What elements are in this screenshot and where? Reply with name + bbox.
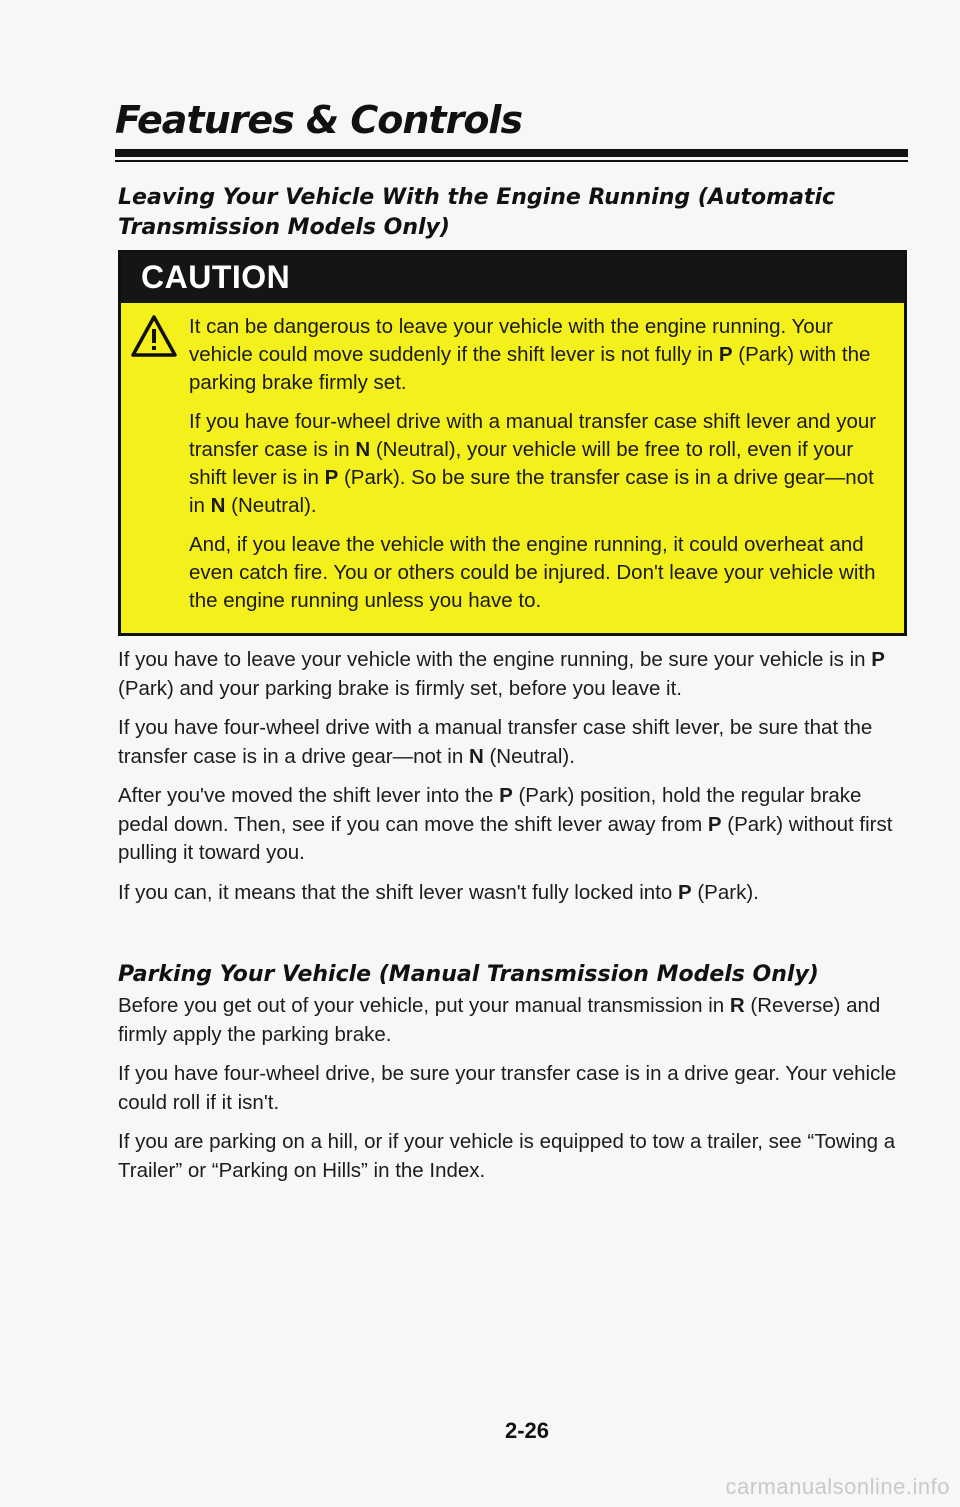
page-number: 2-26 xyxy=(504,1418,550,1443)
caution-label: CAUTION xyxy=(141,259,291,295)
section-heading-engine-running xyxy=(118,183,835,243)
body-paragraph-2: If you have four-wheel drive with a manual transfer case shift lever, be sure that the transfer case is in a drive gear—not in N (Neutral). xyxy=(118,716,873,768)
section-heading-line1: Leaving Your Vehicle With the Engine Running (Automatic xyxy=(118,185,836,210)
body-paragraph-7: If you are parking on a hill, or if your vehicle is equipped to tow a trailer, see “Towing a Trailer” or “Parking on Hills” in the Index. xyxy=(118,1130,896,1182)
body-paragraph-6: If you have four-wheel drive, be sure your transfer case is in a drive gear. Your vehicle could roll if it isn't. xyxy=(118,1062,897,1114)
page-header-title: Features & Controls xyxy=(115,98,523,142)
caution-paragraph-3: And, if you leave the vehicle with the engine running, it could overheat and even catch fire. You or others could be injured. Don't leave your vehicle with the engine running unless you have to. xyxy=(189,533,876,612)
caution-header-bar xyxy=(121,253,904,303)
section-heading-line2: Transmission Models Only) xyxy=(118,215,450,240)
site-watermark: carmanualsonline.info xyxy=(725,1474,950,1499)
header-rule-thick xyxy=(115,149,908,157)
body-paragraph-1: If you have to leave your vehicle with the engine running, be sure your vehicle is in P (Park) and your parking brake is firmly set, before you leave it. xyxy=(118,648,885,700)
caution-paragraph-1: It can be dangerous to leave your vehicle with the engine running. Your vehicle could move suddenly if the shift lever is not fully in P (Park) with the parking brake firmly set. xyxy=(189,315,871,394)
body-paragraph-3: After you've moved the shift lever into the P (Park) position, hold the regular brake pedal down. Then, see if you can move the shift lever away from P (Park) without first pulling it toward you. xyxy=(118,784,893,864)
header-rule-thin xyxy=(115,160,908,162)
caution-paragraph-2: If you have four-wheel drive with a manual transfer case shift lever and your transfer case is in N (Neutral), your vehicle will be free to roll, even if your shift lever is in P (Park). So be sure the transfer case is in a drive gear—not in N (Neutral). xyxy=(189,410,877,517)
caution-box xyxy=(118,250,907,636)
body-text-section1 xyxy=(118,646,898,918)
body-text-section2 xyxy=(118,992,898,1196)
body-paragraph-5: Before you get out of your vehicle, put your manual transmission in R (Reverse) and firmly apply the parking brake. xyxy=(118,994,881,1046)
body-paragraph-4: If you can, it means that the shift lever wasn't fully locked into P (Park). xyxy=(118,880,759,904)
caution-text xyxy=(189,313,889,626)
warning-triangle-icon xyxy=(131,315,177,357)
section-heading-manual-parking: Parking Your Vehicle (Manual Transmission Models Only) xyxy=(118,962,819,987)
